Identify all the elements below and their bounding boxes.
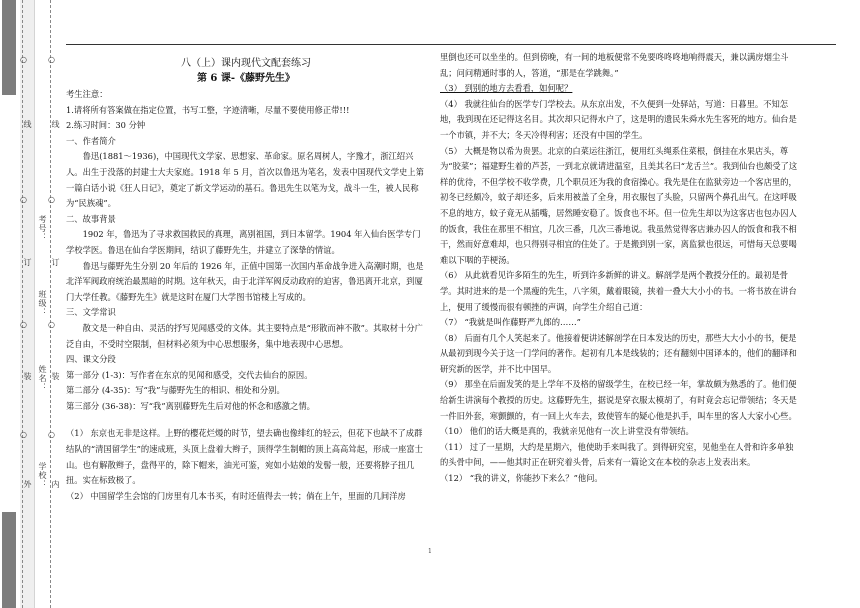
section-heading: 三、文学常识 [66,307,116,318]
right-column [440,50,800,487]
binding-margin [0,0,62,608]
section-text: 散文是一种自由、灵活的抒写见闻感受的文体。其主要特点是“形散而神不散”。其取材十分广泛自由，不受时空限制，但材料必须为中心思想服务，集中地表现中心思想。 [66,322,423,349]
reading-paragraph: （8） 后面有几个人笑起来了。他接着便讲述解剖学在日本发达的历史，那些大大小小的书，便是从最初到现今关于这一门学问的著作。起初有几本是线装的；还有翻刻中国译本的，他们的翻译和研究新的医学，并不比中国早。 [440,332,797,374]
circle-mark: ○ [48,55,55,64]
reading-paragraph: （10） 他们的话大概是真的，我就亲见他有一次上讲堂没有带领结。 [440,426,694,437]
outline-item: 第二部分 (4-35)：写“我”与藤野先生的相识、相处和分别。 [66,385,285,396]
gray-tab-bottom [2,512,16,608]
circle-mark: ○ [20,430,27,439]
name-field[interactable]: 姓名： [38,365,47,392]
page-title: 八（上）课内现代文配套练习 [181,58,311,69]
school-field[interactable]: 学校： [38,462,47,489]
notice-title: 考生注意： [66,89,108,99]
section-heading: 二、故事背景 [66,213,116,224]
circle-mark: ○ [48,430,55,439]
section-heading: 一、作者简介 [66,135,116,146]
binding-label: 外 [23,480,32,489]
reading-paragraph: （1） 东京也无非是这样。上野的樱花烂熳的时节，望去确也像绯红的轻云，但花下也缺不了成群结队的“清国留学生”的速成班，头顶上盘着大辫子，顶得学生制帽的顶上高高耸起，形成一座富士山。也有解散辫子，盘得平的，除下帽来，油光可鉴，宛如小姑娘的发髻一般，还要将脖子扭几扭。实在标致极了。 [66,428,423,486]
reading-paragraph: （5） 大概是物以希为贵罢。北京的白菜运往浙江，便用红头绳系住菜根，倒挂在水果店头，尊为“胶菜”；福建野生着的芦荟，一到北京就请进温室，且美其名曰“龙舌兰”。我到仙台也颇受了这样的优待，不但学校不收学费，几个职员还为我的食宿操心。我先是住在监狱旁边一个客店里的，初冬已经颇冷，蚊子却还多，后来用被盖了全身，用衣服包了头脸，只留两个鼻孔出气。在这呼吸不息的地方，蚊子竟无从插嘴，居然睡安稳了。饭食也不坏。但一位先生却以为这客店也包办囚人的饭食，我住在那里不相宜，几次三番，几次三番地说。我虽然觉得客店兼办囚人的饭食和我不相干，然而好意难却，也只得别寻相宜的住处了。于是搬到别一家，离监狱也很远，可惜每天总要喝难以下咽的芋梗汤。 [440,145,798,265]
notice-item: 2.练习时间：30 分钟 [66,120,146,131]
reading-paragraph: （7） “我就是叫作藤野严九郎的……” [440,317,581,328]
left-column [66,50,426,504]
outline-item: 第一部分 (1-3)：写作者在东京的见闻和感受，交代去仙台的原因。 [66,369,313,380]
reading-paragraph: （4） 我就往仙台的医学专门学校去。从东京出发，不久便到一处驿站，写道：日暮里。不知怎地，我到现在还记得这名目。其次却只记得水户了，这是明的遗民朱舜水先生客死的地方。仙台是一个市镇，并不大；冬天冷得利害；还没有中国的学生。 [440,98,797,140]
section-text: 鲁迅与藤野先生分别 20 年后的 1926 年，正值中国第一次国内革命战争进入高潮时期，也是北洋军阀政府统治最黑暗的时期。这年秋天，由于北洋军阀反动政府的迫害，鲁迅离开北京，到厦门大学任教。《藤野先生》就是这时在厦门大学图书馆楼上写成的。 [66,260,424,302]
dotted-line-inner [50,0,63,608]
binding-label: 线 [23,120,32,129]
binding-label: 线 [51,120,60,129]
reading-paragraph: （9） 那坐在后面发笑的是上学年不及格的留级学生，在校已经一年，掌故颇为熟悉的了。他们便给新生讲演每个教授的历史。这藤野先生，据说是穿衣服太模胡了，有时竟会忘记带领结；冬天是一件旧外套，寒颤颤的，有一回上火车去，致使管车的疑心他是扒手，叫车里的客人大家小心些。 [440,379,797,421]
circle-mark: ○ [20,55,27,64]
page-number: 1 [428,548,432,555]
outline-item: 第三部分 (36-38)：写“我”离别藤野先生后对他的怀念和感激之情。 [66,400,315,411]
reading-paragraph: （3） 到别的地方去看看，如何呢？ [440,83,573,94]
gray-tab-top [2,0,16,95]
reading-paragraph: （12） “我的讲义，你能抄下来么？”他问。 [440,473,603,484]
lesson-title: 第 6 课-《藤野先生》 [196,73,296,84]
exam-number-field[interactable]: 考号： [38,215,47,242]
section-text: 1902 年，鲁迅为了寻求救国救民的真理，离别祖国，到日本留学。1904 年入仙台医学专门学校学医。鲁迅在仙台学医期间，结识了藤野先生，并建立了深挚的情谊。 [66,229,421,255]
circle-mark: ○ [48,195,55,204]
section-text: 鲁迅(1881～1936)，中国现代文学家、思想家、革命家。原名周树人，字豫才，浙江绍兴 人。出生于没落的封建士大夫家庭。1918 年 5 月，首次以鲁迅为笔名，发表中国现代文学史上第一篇白话小说《狂人日记》，奠定了新文学运动的基石。鲁迅先生以笔为戈，战斗一生，被人民称为“民族魂”。 [66,151,424,209]
reading-paragraph: 里倒也还可以坐坐的。但到傍晚，有一间的地板便常不免要咚咚咚地响得震天，兼以满房烟尘斗乱；问问精通时事的人，答道，“那是在学跳舞。” [440,52,789,78]
binding-label: 内 [51,480,60,489]
circle-mark: ○ [20,320,27,329]
circle-mark: ○ [48,320,55,329]
reading-paragraph: （2） 中国留学生会馆的门房里有几本书买，有时还值得去一转；倘在上午，里面的几间洋房 [66,490,406,501]
header-rule [66,44,836,45]
binding-label: 装 [51,372,60,381]
reading-paragraph: （11） 过了一星期，大约是星期六，他使助手来叫我了。到得研究室，见他坐在人骨和许多单独的头骨中间，——他其时正在研究着头骨，后来有一篇论文在本校的杂志上发表出来。 [440,441,794,468]
section-heading: 四、课文分段 [66,354,116,365]
binding-label: 订 [51,258,60,267]
binding-label: 订 [23,258,32,267]
binding-label: 装 [23,372,32,381]
class-field[interactable]: 班级： [38,290,47,317]
notice-item: 1.请将所有答案做在指定位置，书写工整，字迹清晰，尽量不要使用修正带!!! [66,104,350,115]
dotted-line-outer [22,0,35,608]
circle-mark: ○ [20,195,27,204]
reading-paragraph: （6） 从此就看见许多陌生的先生，听到许多新鲜的讲义。解剖学是两个教授分任的。最初是骨学。其时进来的是一个黑瘦的先生，八字须，戴着眼镜，挟着一叠大大小小的书。一将书放在讲台上，便用了缓慢而很有顿挫的声调，向学生介绍自己道： [440,270,797,312]
